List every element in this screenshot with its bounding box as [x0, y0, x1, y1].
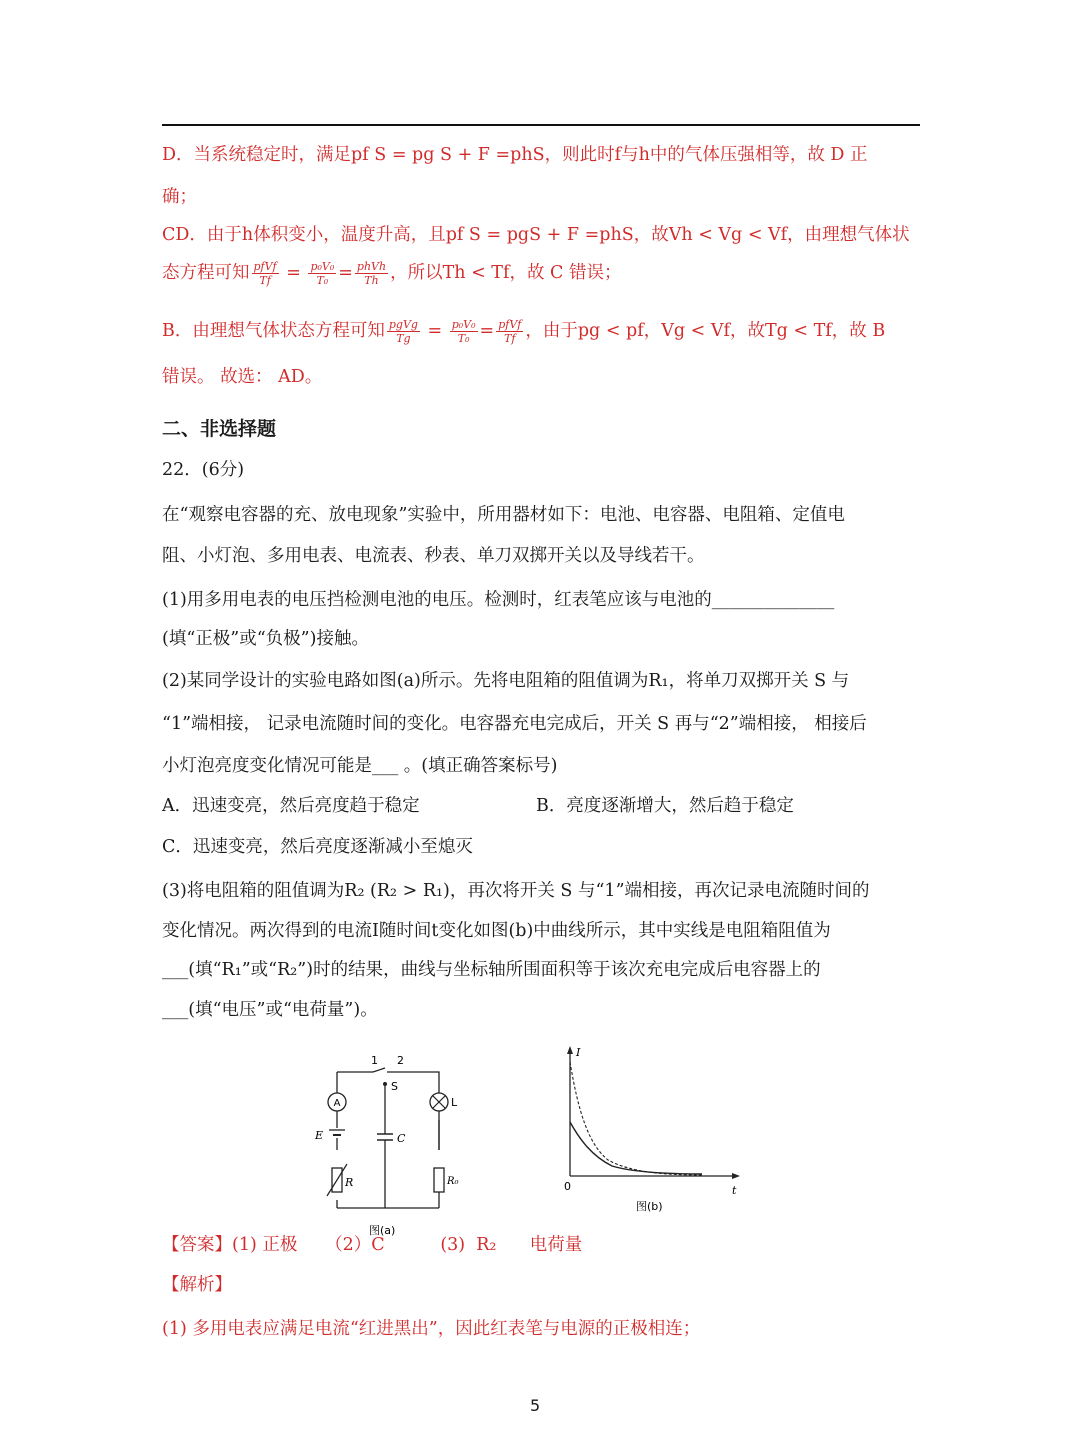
resistor-box-label: R	[345, 1176, 354, 1189]
option-b: B．亮度逐渐增大，然后趋于稳定	[536, 796, 794, 816]
answer-text: (1) 正极 （2）C (3) R₂ 电荷量	[232, 1235, 583, 1255]
question-part3-line2: 变化情况。两次得到的电流I随时间t变化如图(b)中曲线所示，其中实线是电阻箱阻值为	[162, 921, 831, 941]
solution-b-line2: 错误。 故选： AD。	[162, 367, 323, 387]
graph-i-label: I	[576, 1046, 581, 1059]
solution-d-line1: D．当系统稳定时，满足pf S = pg S + F =phS，则此时f与h中的气体压强相等，故 D 正	[162, 145, 868, 165]
switch-terminal-1: 1	[371, 1054, 378, 1067]
graph-t-label: t	[732, 1184, 737, 1197]
option-c: C．迅速变亮，然后亮度逐渐减小至熄灭	[162, 837, 473, 857]
question-intro-line1: 在“观察电容器的充、放电现象”实验中，所用器材如下：电池、电容器、电阻箱、定值电	[162, 505, 845, 525]
fraction-g: $\frac{\text{pgVg}}{Tg}$	[388, 318, 418, 345]
figure-b-caption: 图(b)	[636, 1200, 663, 1213]
header-rule	[162, 124, 920, 126]
question-intro-line2: 阻、小灯泡、多用电表、电流表、秒表、单刀双掷开关以及导线若干。	[162, 546, 705, 566]
graph-origin-label: 0	[564, 1180, 571, 1193]
fraction-fb: $\frac{\text{pfVf}}{Tf}$	[498, 318, 522, 345]
ammeter-label: A	[333, 1098, 341, 1109]
page-number: 5	[530, 1396, 541, 1415]
section-title: 二、非选择题	[162, 418, 277, 440]
question-part2-line2: “1”端相接， 记录电流随时间的变化。电容器充电完成后，开关 S 再与“2”端相接， 相接后	[162, 714, 867, 734]
question-part3-line4: ___(填“电压”或“电荷量”)。	[162, 1000, 378, 1020]
answer-line	[162, 1232, 582, 1258]
solution-b-pre: B．由理想气体状态方程可知	[162, 321, 385, 341]
battery-label: E	[315, 1129, 324, 1142]
question-part1-line2: (填“正极”或“负极”)接触。	[162, 629, 369, 649]
lamp-label: L	[451, 1096, 458, 1109]
fraction-0b: $\frac{\text{p₀V₀}}{\text{T₀}}$	[451, 318, 476, 345]
analysis-tag: 【解析】	[162, 1275, 232, 1295]
question-number: 22．(6分)	[162, 460, 245, 480]
fraction-0: $\frac{\text{p₀V₀}}{\text{T₀}}$	[310, 260, 335, 287]
solution-cd-post: ，所以Th < Tf，故 C 错误；	[390, 263, 622, 283]
current-time-graph	[552, 1040, 752, 1220]
fixed-resistor-label: R₀	[447, 1176, 459, 1187]
fixed-resistor-icon	[434, 1168, 444, 1192]
option-a: A．迅速变亮，然后亮度趋于稳定	[162, 796, 420, 816]
solution-d-line2: 确；	[162, 187, 197, 207]
solution-cd-pre: 态方程可知	[162, 263, 250, 283]
solution-b-post: ，由于pg < pf，Vg < Vf，故Tg < Tf，故 B	[525, 321, 886, 341]
solution-cd-line1: CD．由于h体积变小，温度升高，且pf S = pgS + F =phS，故Vh < Vg < Vf，由理想气体状	[162, 225, 910, 245]
circuit-diagram	[305, 1050, 485, 1240]
solution-cd-line2: 态方程可知 $\frac{\text{pfVf}}{Tf}$ = $\frac{\text{p₀V₀}}{\text{T₀}}$ = $\frac{\text{phVh}}{Th}$ ，所以Th < Tf，故 C 错误；	[162, 260, 622, 287]
question-part3-line3: ___(填“R₁”或“R₂”)时的结果，曲线与坐标轴所围面积等于该次充电完成后电容器上的	[162, 960, 821, 980]
solid-curve	[570, 1122, 702, 1174]
question-part2-line1: (2)某同学设计的实验电路如图(a)所示。先将电阻箱的阻值调为R₁，将单刀双掷开关 S 与	[162, 671, 850, 691]
fraction-f: $\frac{\text{pfVf}}{Tf}$	[253, 260, 277, 287]
answer-tag: 【答案】	[162, 1235, 232, 1255]
figure-a-caption: 图(a)	[369, 1224, 396, 1237]
switch-terminal-2: 2	[397, 1054, 404, 1067]
dashed-curve	[570, 1062, 702, 1175]
analysis-line1: (1) 多用电表应满足电流“红进黑出”，因此红表笔与电源的正极相连；	[162, 1319, 701, 1339]
question-part3-line1: (3)将电阻箱的阻值调为R₂ (R₂ > R₁)，再次将开关 S 与“1”端相接，再次记录电流随时间的	[162, 881, 870, 901]
question-part2-line3: 小灯泡亮度变化情况可能是___ 。(填正确答案标号)	[162, 756, 558, 776]
solution-b-line1: B．由理想气体状态方程可知 $\frac{\text{pgVg}}{Tg}$ = $\frac{\text{p₀V₀}}{\text{T₀}}$ = $\frac{\text{pfVf}}{Tf}$ ，由于pg < pf，Vg < Vf，故Tg < Tf，故 B	[162, 318, 886, 345]
fraction-h: $\frac{\text{phVh}}{Th}$	[356, 260, 387, 287]
switch-icon	[383, 1082, 387, 1086]
switch-label: S	[391, 1080, 398, 1093]
capacitor-label: C	[397, 1132, 406, 1145]
question-part1-line1: (1)用多用电表的电压挡检测电池的电压。检测时，红表笔应该与电池的______________	[162, 590, 835, 610]
